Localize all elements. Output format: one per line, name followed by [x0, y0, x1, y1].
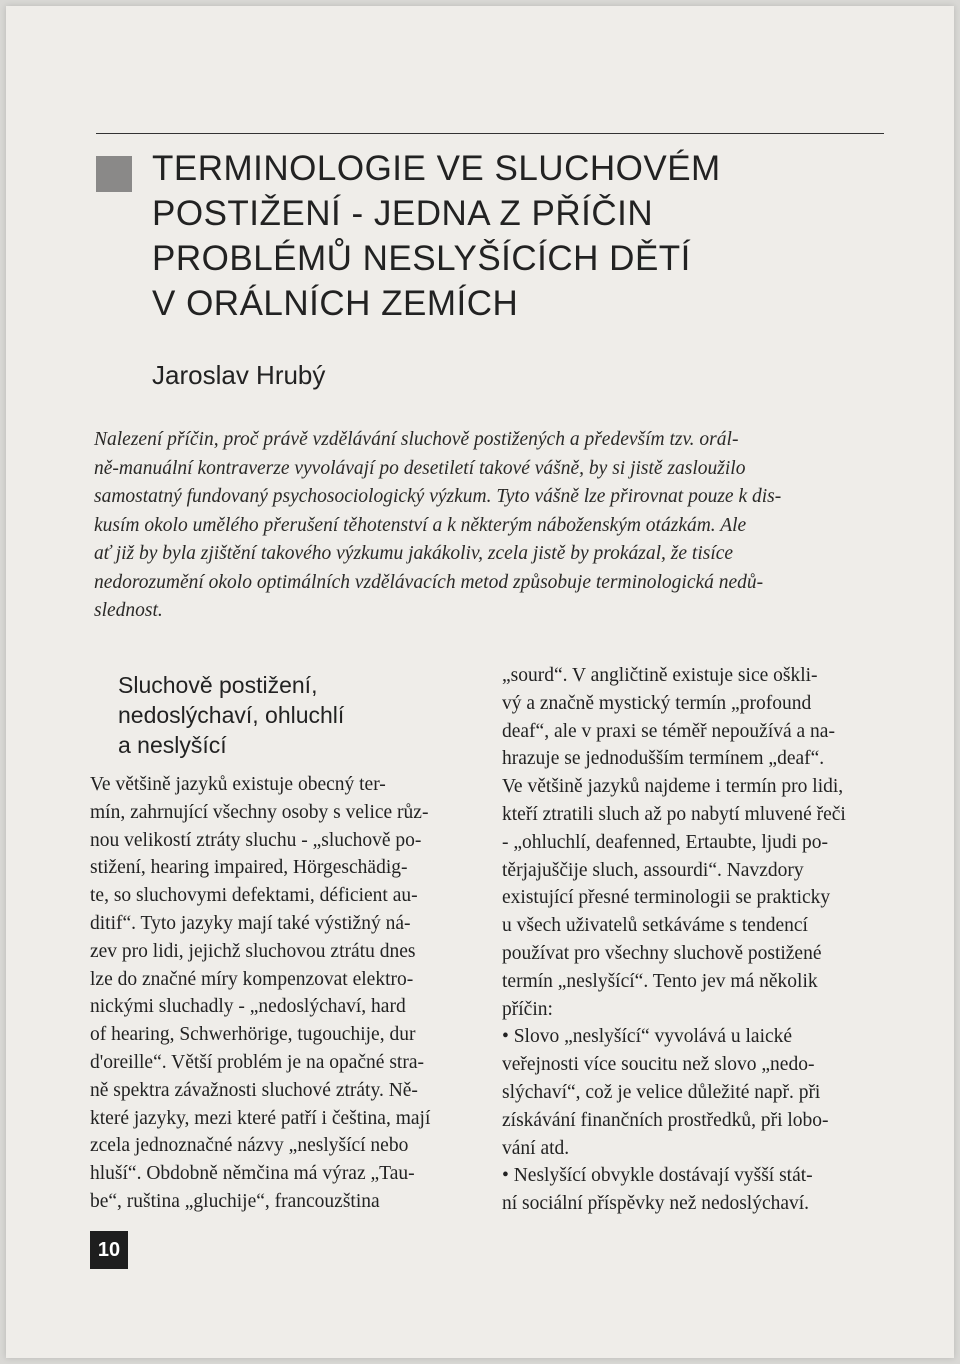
- title-line: POSTIŽENÍ - JEDNA Z PŘÍČIN: [152, 194, 654, 233]
- text-line: mín, zahrnující všechny osoby s velice růz-: [90, 801, 429, 823]
- text-line: vý a značně mystický termín „profound: [502, 692, 812, 714]
- bullet-line: veřejnosti více soucitu než slovo „nedo-: [502, 1054, 815, 1076]
- text-line: zcela jednoznačné názvy „neslyšící nebo: [90, 1135, 409, 1157]
- text-line: ně spektra závažnosti sluchové ztráty. Ně-: [90, 1079, 418, 1101]
- text-line: hluší“. Obdobně němčina má výraz „Tau-: [90, 1163, 415, 1185]
- text-line: - „ohluchlí, deafenned, Ertaubte, ljudi po-: [502, 831, 828, 853]
- text-line: deaf“, ale v praxi se téměř nepoužívá a na-: [502, 720, 835, 742]
- intro-line: ně-manuální kontraverze vyvolávají po desetiletí takové vášně, by si jistě zasloužilo: [94, 457, 746, 479]
- text-line: existující přesné terminologii se prakticky: [502, 887, 831, 909]
- text-line: nickými sluchadly - „nedoslýchaví, hard: [90, 996, 406, 1018]
- text-line: termín „neslyšící“. Tento jev má několik: [502, 970, 818, 992]
- intro-line: ať již by byla zjištění takového výzkumu jakákoliv, zcela jistě by prokázal, že tisíce: [94, 543, 734, 564]
- intro-line: Nalezení příčin, proč právě vzdělávání sluchově postižených a především tzv. orál-: [94, 429, 739, 450]
- text-line: of hearing, Schwerhörige, tugouchije, dur: [90, 1024, 416, 1046]
- text-line: stižení, hearing impaired, Hörgeschädig-: [90, 857, 408, 879]
- bullet-line: slýchaví“, což je velice důležité např. při: [502, 1081, 821, 1103]
- text-line: hrazuje se jednodušším termínem „deaf“.: [502, 748, 825, 770]
- title-line: TERMINOLOGIE VE SLUCHOVÉM: [152, 149, 721, 188]
- page-number: 10: [90, 1231, 128, 1269]
- text-line: Ve většině jazyků najdeme i termín pro lidi,: [502, 776, 844, 798]
- text-line: kteří ztratili sluch až po nabytí mluvené řeči: [502, 803, 846, 825]
- text-line: používat pro všechny sluchově postižené: [502, 942, 822, 964]
- bullet-line: • Neslyšící obvykle dostávají vyšší stát-: [502, 1165, 813, 1187]
- header-rule: [96, 133, 884, 134]
- text-line: které jazyky, mezi které patří i čeština, mají: [90, 1107, 431, 1129]
- right-column: [502, 662, 887, 1218]
- bullet-line: ní sociální příspěvky než nedoslýchaví.: [502, 1193, 810, 1215]
- intro-line: kusím okolo umělého přerušení těhotenství a k některým náboženským otázkám. Ale: [94, 514, 747, 536]
- text-line: lze do značné míry kompenzovat elektro-: [90, 968, 414, 990]
- bullet-line: získávání finančních prostředků, při lobo-: [502, 1109, 829, 1131]
- title-marker: [96, 156, 132, 192]
- intro-line: slednost.: [94, 600, 163, 621]
- heading-line: Sluchově postižení,: [118, 672, 318, 698]
- text-line: příčin:: [502, 998, 553, 1020]
- author-name: Jaroslav Hrubý: [152, 360, 326, 390]
- text-line: ditif“. Tyto jazyky mají také výstižný ná-: [90, 912, 411, 934]
- section-heading: [118, 670, 344, 760]
- text-line: zev pro lidi, jejichž sluchovou ztrátu dnes: [90, 940, 416, 962]
- bullet-line: vání atd.: [502, 1137, 570, 1159]
- article-title: [152, 146, 842, 326]
- text-line: těrjajuščije sluch, assourdi“. Navzdory: [502, 859, 804, 881]
- title-line: PROBLÉMŮ NESLYŠÍCÍCH DĚTÍ: [152, 239, 691, 278]
- page: [6, 6, 954, 1358]
- bullet-line: • Slovo „neslyšící“ vyvolává u laické: [502, 1026, 793, 1048]
- heading-line: a neslyšící: [118, 732, 227, 758]
- left-column: [90, 771, 470, 1216]
- text-line: te, so sluchovymi defektami, déficient au-: [90, 885, 418, 907]
- bullet-item: [502, 1162, 887, 1218]
- intro-line: samostatný fundovaný psychosociologický výzkum. Tyto vášně lze přirovnat pouze k dis-: [94, 486, 782, 507]
- text-line: d'oreille“. Větší problém je na opačné stra-: [90, 1051, 424, 1073]
- intro-paragraph: [94, 426, 884, 626]
- heading-line: nedoslýchaví, ohluchlí: [118, 702, 345, 728]
- text-line: be“, ruština „gluchije“, francouzština: [90, 1190, 380, 1212]
- title-line: V ORÁLNÍCH ZEMÍCH: [152, 284, 519, 323]
- text-line: „sourd“. V angličtině existuje sice oškli-: [502, 665, 818, 686]
- text-line: Ve většině jazyků existuje obecný ter-: [90, 774, 386, 795]
- bullet-item: [502, 1023, 887, 1162]
- text-line: u všech uživatelů setkáváme s tendencí: [502, 915, 808, 937]
- text-line: nou velikostí ztráty sluchu - „sluchově po-: [90, 829, 422, 851]
- intro-line: nedorozumění okolo optimálních vzdělávacích metod způsobuje terminologická nedů-: [94, 571, 764, 593]
